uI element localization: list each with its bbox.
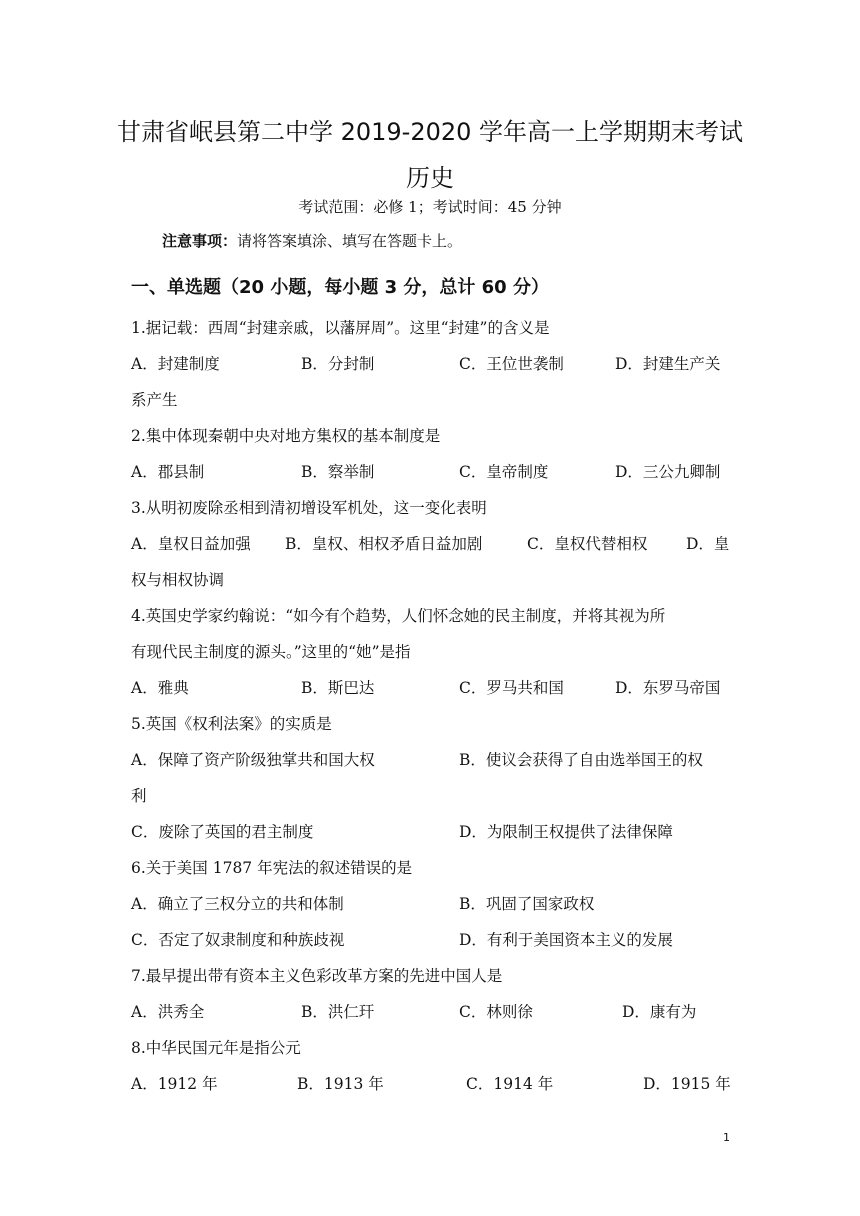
- question-stem: 7.最早提出带有资本主义色彩改革方案的先进中国人是: [131, 967, 503, 985]
- question-stem: 3.从明初废除丞相到清初增设军机处，这一变化表明: [131, 499, 487, 517]
- option-d: D．1915 年: [643, 1075, 731, 1093]
- option-b: B．使议会获得了自由选举国王的权: [459, 751, 703, 769]
- option-b: B．察举制: [301, 463, 375, 481]
- option-d: D．东罗马帝国: [615, 679, 721, 697]
- question-stem-line2: 有现代民主制度的源头。”这里的“她”是指: [131, 643, 411, 661]
- option-b: B．洪仁玕: [301, 1003, 375, 1021]
- question-stem: 8.中华民国元年是指公元: [131, 1039, 301, 1057]
- option-b: B．皇权、相权矛盾日益加剧: [285, 535, 483, 553]
- option-d: D．为限制王权提供了法律保障: [459, 823, 673, 841]
- notice-label: 注意事项：: [162, 232, 238, 250]
- exam-title: 甘肃省岷县第二中学 2019-2020 学年高一上学期期末考试: [116, 118, 744, 146]
- option-c: C．林则徐: [459, 1003, 533, 1021]
- option-a: A．皇权日益加强: [131, 535, 251, 553]
- option-d: D．三公九卿制: [615, 463, 721, 481]
- question-stem: 5.英国《权利法案》的实质是: [131, 715, 332, 733]
- option-b: B．1913 年: [297, 1075, 384, 1093]
- option-c: C．废除了英国的君主制度: [131, 823, 314, 841]
- exam-subject: 历史: [406, 164, 454, 192]
- option-c: C．皇权代替相权: [527, 535, 648, 553]
- option-c: C．否定了奴隶制度和种族歧视: [131, 931, 345, 949]
- question-stem: 1.据记载：西周“封建亲戚，以藩屏周”。这里“封建”的含义是: [131, 319, 550, 337]
- option-continuation: 利: [131, 787, 147, 805]
- option-a: A．雅典: [131, 679, 189, 697]
- question-stem: 4.英国史学家约翰说：“如今有个趋势，人们怀念她的民主制度，并将其视为所: [131, 607, 666, 625]
- option-d: D．封建生产关: [615, 355, 721, 373]
- option-b: B．斯巴达: [301, 679, 375, 697]
- option-continuation: 权与相权协调: [131, 571, 225, 589]
- question-stem: 2.集中体现秦朝中央对地方集权的基本制度是: [131, 427, 441, 445]
- notice-text: 请将答案填涂、填写在答题卡上。: [237, 232, 463, 250]
- option-b: B．巩固了国家政权: [459, 895, 595, 913]
- notice: [162, 230, 462, 251]
- exam-info: 考试范围：必修 1；考试时间：45 分钟: [298, 198, 562, 216]
- option-continuation: 系产生: [131, 391, 178, 409]
- option-d: D．皇: [686, 535, 730, 553]
- option-a: A．保障了资产阶级独掌共和国大权: [131, 751, 375, 769]
- option-a: A．郡县制: [131, 463, 205, 481]
- option-c: C．皇帝制度: [459, 463, 549, 481]
- section-title: 一、单选题（20 小题，每小题 3 分，总计 60 分）: [131, 277, 549, 298]
- option-d: D．有利于美国资本主义的发展: [459, 931, 673, 949]
- option-b: B．分封制: [301, 355, 375, 373]
- option-c: C．1914 年: [466, 1075, 554, 1093]
- option-d: D．康有为: [622, 1003, 697, 1021]
- option-a: A．确立了三权分立的共和体制: [131, 895, 344, 913]
- question-stem: 6.关于美国 1787 年宪法的叙述错误的是: [131, 859, 413, 877]
- option-c: C．罗马共和国: [459, 679, 564, 697]
- option-a: A．1912 年: [131, 1075, 218, 1093]
- option-a: A．封建制度: [131, 355, 220, 373]
- option-a: A．洪秀全: [131, 1003, 205, 1021]
- page-number: 1: [723, 1131, 730, 1144]
- option-c: C．王位世袭制: [459, 355, 564, 373]
